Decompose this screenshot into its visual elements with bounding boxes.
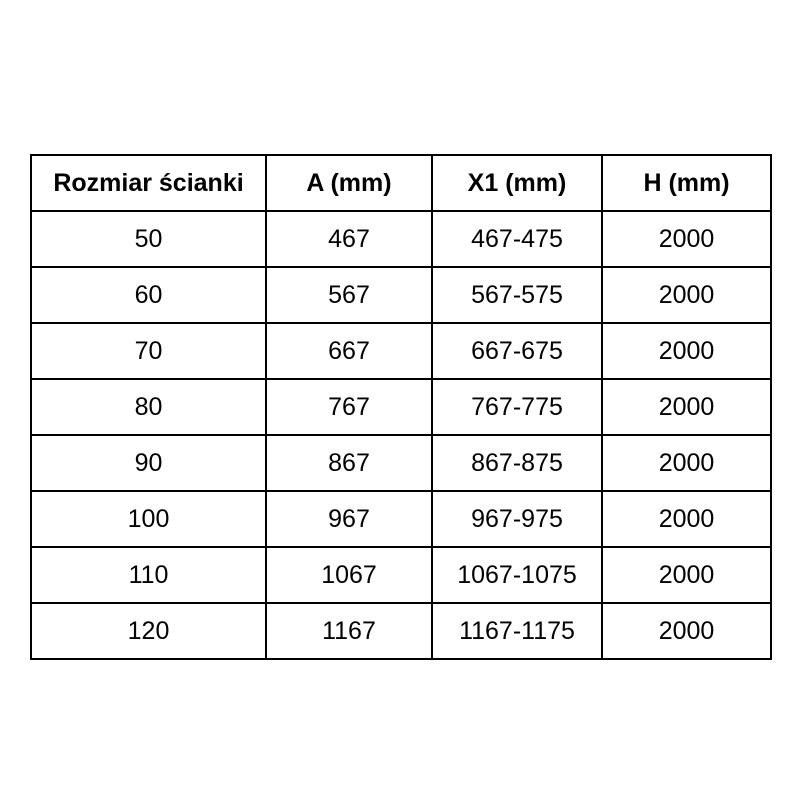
table-cell: 2000 — [602, 323, 771, 379]
table-row — [31, 211, 771, 267]
table-body — [31, 211, 771, 659]
header-cell-h-mm: H (mm) — [602, 155, 771, 211]
table-cell: 567-575 — [432, 267, 602, 323]
table-row — [31, 547, 771, 603]
table-cell: 2000 — [602, 547, 771, 603]
header-cell-a-mm: A (mm) — [266, 155, 432, 211]
table-cell: 667-675 — [432, 323, 602, 379]
table-cell: 2000 — [602, 211, 771, 267]
table-cell: 50 — [31, 211, 266, 267]
table-cell: 967 — [266, 491, 432, 547]
header-cell-x1-mm: X1 (mm) — [432, 155, 602, 211]
table-row — [31, 491, 771, 547]
table-cell: 100 — [31, 491, 266, 547]
wall-size-spec-table — [30, 154, 772, 660]
table-cell: 80 — [31, 379, 266, 435]
table-row — [31, 379, 771, 435]
table-cell: 867-875 — [432, 435, 602, 491]
table-cell: 60 — [31, 267, 266, 323]
header-row — [31, 155, 771, 211]
table-cell: 867 — [266, 435, 432, 491]
table-cell: 567 — [266, 267, 432, 323]
table-cell: 767 — [266, 379, 432, 435]
table-cell: 467-475 — [432, 211, 602, 267]
table-cell: 467 — [266, 211, 432, 267]
table-cell: 2000 — [602, 491, 771, 547]
table-cell: 1067-1075 — [432, 547, 602, 603]
table-cell: 667 — [266, 323, 432, 379]
table-cell: 90 — [31, 435, 266, 491]
table-cell: 1067 — [266, 547, 432, 603]
table-cell: 2000 — [602, 435, 771, 491]
table-cell: 2000 — [602, 379, 771, 435]
table-cell: 110 — [31, 547, 266, 603]
table-cell: 767-775 — [432, 379, 602, 435]
table-cell: 2000 — [602, 603, 771, 659]
table-cell: 967-975 — [432, 491, 602, 547]
table-row — [31, 603, 771, 659]
table-cell: 70 — [31, 323, 266, 379]
header-cell-rozmiar-scianki: Rozmiar ścianki — [31, 155, 266, 211]
table-cell: 1167-1175 — [432, 603, 602, 659]
table-cell: 1167 — [266, 603, 432, 659]
table-row — [31, 323, 771, 379]
table-cell: 120 — [31, 603, 266, 659]
table-row — [31, 435, 771, 491]
table-cell: 2000 — [602, 267, 771, 323]
table-row — [31, 267, 771, 323]
